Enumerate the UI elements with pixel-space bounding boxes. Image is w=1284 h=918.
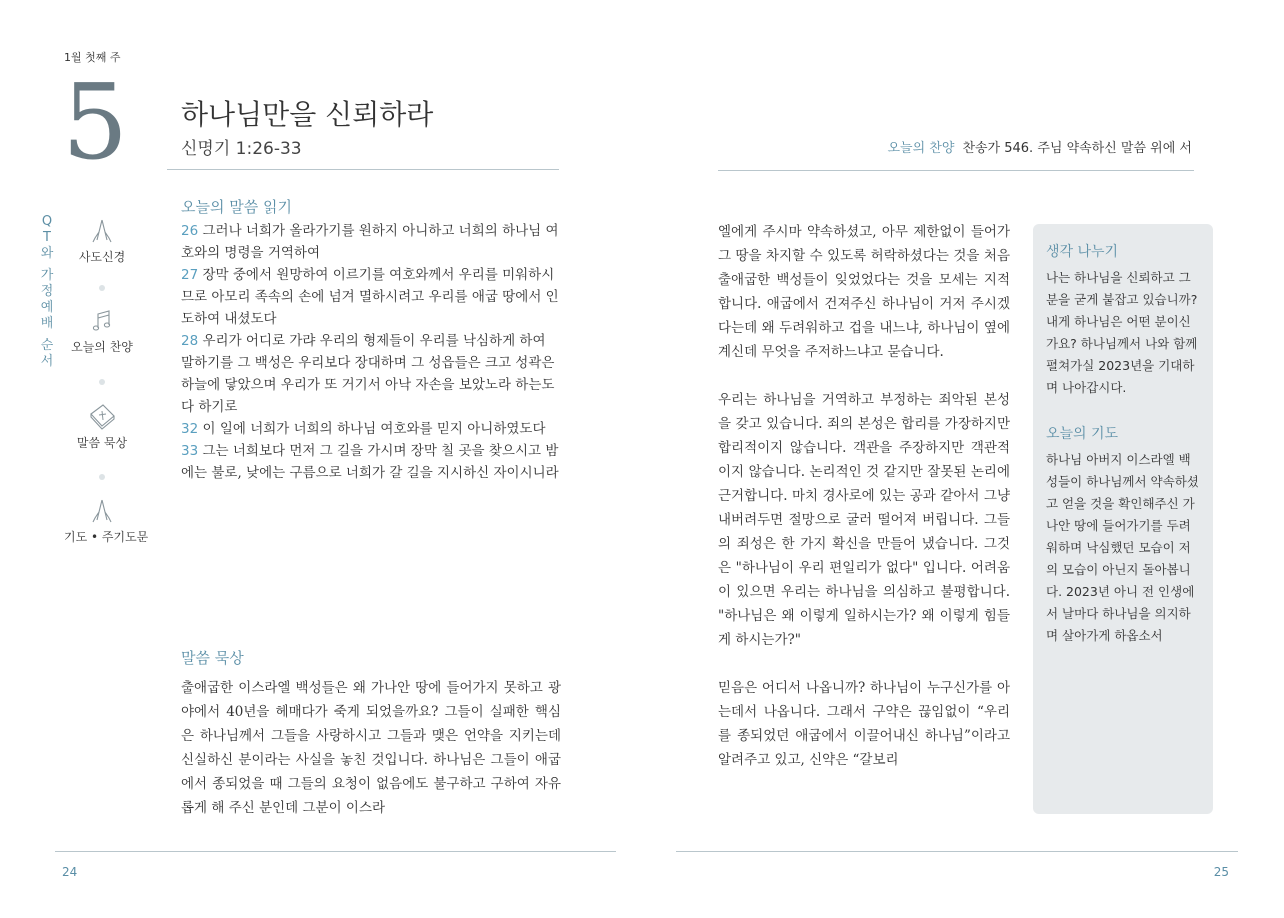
vertical-char: 순 — [40, 338, 54, 353]
sidebar-box — [1033, 224, 1213, 814]
nav-separator-dot — [99, 285, 105, 291]
verse-text: 이 일에 너희가 너희의 하나님 여호와를 믿지 아니하였도다 — [202, 421, 546, 437]
verse — [181, 440, 561, 484]
vertical-char: 예 — [40, 300, 54, 315]
page-number-right: 25 — [1213, 865, 1229, 879]
day-number: 5 — [62, 61, 129, 183]
nav-separator-dot — [99, 379, 105, 385]
page-number-left: 24 — [62, 865, 78, 879]
todays-hymn — [888, 137, 1193, 156]
footer-divider — [55, 851, 616, 852]
divider — [167, 169, 559, 170]
nav-label: 기도 • 주기도문 — [64, 530, 149, 544]
paragraph: 우리는 하나님을 거역하고 부정하는 죄악된 본성을 갖고 있습니다. 죄의 본성은 합리를 가장하지만 합리적이지 않습니다. 객관을 주장하지만 객관적이지 않습니다. 논리적인 것 같지만 잘못된 논리에 근거합니다. 마치 경사로에 있는 공과 같아서 그냥 내버려두면 절망으로 굴러 떨어져 버립니다. 그들의 죄성은 한 가지 확신을 만들어 냈습니다. 그것은 "하나님이 우리 편일리가 없다" 입니다. 어려움이 있으면 우리는 하나님을 의심하고 불평합니다. "하나님은 왜 이렇게 일하시는가? 왜 이렇게 힘들게 하시는가?" — [718, 392, 1010, 648]
reading-verses — [181, 220, 561, 484]
verse — [181, 220, 561, 264]
verse-text: 우리가 어디로 가랴 우리의 형제들이 우리를 낙심하게 하여 말하기를 그 백성은 우리보다 장대하며 그 성읍들은 크고 성곽은 하늘에 닿았으며 우리가 또 거기서 아낙 자손을 보았노라 하는도다 하기로 — [181, 333, 555, 415]
hymn-title: 찬송가 546. 주님 약속하신 말씀 위에 서 — [962, 141, 1192, 156]
hymn-label: 오늘의 찬양 — [887, 141, 955, 156]
verse-text: 그는 너희보다 먼저 그 길을 가시며 장막 칠 곳을 찾으시고 밤에는 불로, 낮에는 구름으로 너희가 갈 길을 지시하신 자이시니라 — [181, 443, 559, 481]
nav-item-hymn — [64, 308, 140, 355]
divider — [718, 170, 1194, 171]
prayer-heading: 오늘의 기도 — [1046, 426, 1119, 442]
prayer-text: 하나님 아버지 이스라엘 백성들이 하나님께서 약속하셨고 얻을 것을 확인해주신 가나안 땅에 들어가기를 두려워하며 낙심했던 모습이 저의 모습이 아닌지 돌아봅니다. 2023년 아니 전 인생에서 날마다 하나님을 의지하며 살아가게 하옵소서 — [1046, 452, 1199, 643]
paragraph: 엘에게 주시마 약속하셨고, 아무 제한없이 들어가 그 땅을 차지할 수 있도록 허락하셨다는 것을 처음 출애굽한 백성들이 잊었었다는 것을 모세는 지적합니다. 애굽에서 건져주신 하나님이 거저 주시겠다는데 왜 두려워하고 겁을 내느냐, 하나님이 옆에 계신데 무엇을 주저하느냐고 묻습니다. — [718, 224, 1010, 360]
verse-text: 그러나 너희가 올라가기를 원하지 아니하고 너희의 하나님 여호와의 명령을 거역하여 — [181, 223, 559, 261]
nav-item-meditation — [64, 402, 140, 451]
paragraph: 믿음은 어디서 나옵니까? 하나님이 누구신가를 아는데서 나옵니다. 그래서 구약은 끊임없이 “우리를 종되었던 애굽에서 이끌어내신 하나님”이라고 알려주고 있고, 신약은 “갈보리 — [718, 680, 1010, 768]
verse-number: 26 — [181, 223, 199, 239]
reading-heading: 오늘의 말씀 읽기 — [181, 198, 292, 216]
verse — [181, 418, 561, 440]
vertical-char: 와 — [40, 246, 54, 261]
verse-number: 27 — [181, 267, 199, 283]
nav-label: 사도신경 — [78, 250, 126, 264]
vertical-char: T — [43, 230, 51, 245]
vertical-char: 가 — [40, 268, 54, 283]
vertical-char: 정 — [40, 284, 54, 299]
nav-item-apostles-creed — [64, 218, 140, 265]
verse-number: 33 — [181, 443, 199, 459]
verse — [181, 330, 561, 418]
week-label: 1월 첫째 주 — [64, 51, 121, 64]
vertical-section-title — [40, 214, 54, 370]
praying-hands-icon — [89, 218, 115, 244]
verse — [181, 264, 561, 330]
nav-separator-dot — [99, 474, 105, 480]
vertical-char: 배 — [40, 316, 54, 331]
music-note-icon — [89, 308, 115, 334]
nav-label: 말씀 묵상 — [76, 436, 128, 450]
share-heading: 생각 나누기 — [1046, 244, 1119, 260]
vertical-char: 서 — [40, 354, 54, 369]
page-title: 하나님만을 신뢰하라 — [181, 98, 434, 131]
nav-item-prayer — [64, 498, 149, 545]
bible-icon — [87, 402, 117, 430]
praying-hands-icon — [89, 498, 115, 524]
footer-divider — [676, 851, 1238, 852]
meditation-continued — [718, 220, 1010, 796]
vertical-char: Q — [41, 214, 53, 229]
scripture-reference: 신명기 1:26-33 — [181, 139, 302, 159]
verse-number: 32 — [181, 421, 199, 437]
share-text: 나는 하나님을 신뢰하고 그 분을 굳게 붙잡고 있습니까? 내게 하나님은 어떤 분이신가요? 하나님께서 나와 함께 펼쳐가실 2023년을 기대하며 나아갑시다. — [1046, 270, 1198, 395]
verse-number: 28 — [181, 333, 199, 349]
meditation-text: 출애굽한 이스라엘 백성들은 왜 가나안 땅에 들어가지 못하고 광야에서 40년을 헤매다가 죽게 되었을까요? 그들이 실패한 핵심은 하나님께서 그들을 사랑하시고 그들과 맺은 언약을 지키는데 신실하신 분이라는 사실을 놓친 것입니다. 하나님은 그들이 애굽에서 종되었을 때 그들의 요청이 없음에도 불구하고 구하여 자유롭게 해 주신 분인데 그분이 이스라 — [181, 680, 561, 816]
verse-text: 장막 중에서 원망하여 이르기를 여호와께서 우리를 미워하시므로 아모리 족속의 손에 넘겨 멸하시려고 우리를 애굽 땅에서 인도하여 내셨도다 — [181, 267, 559, 327]
nav-label: 오늘의 찬양 — [71, 340, 133, 354]
meditation-heading: 말씀 묵상 — [181, 649, 244, 667]
